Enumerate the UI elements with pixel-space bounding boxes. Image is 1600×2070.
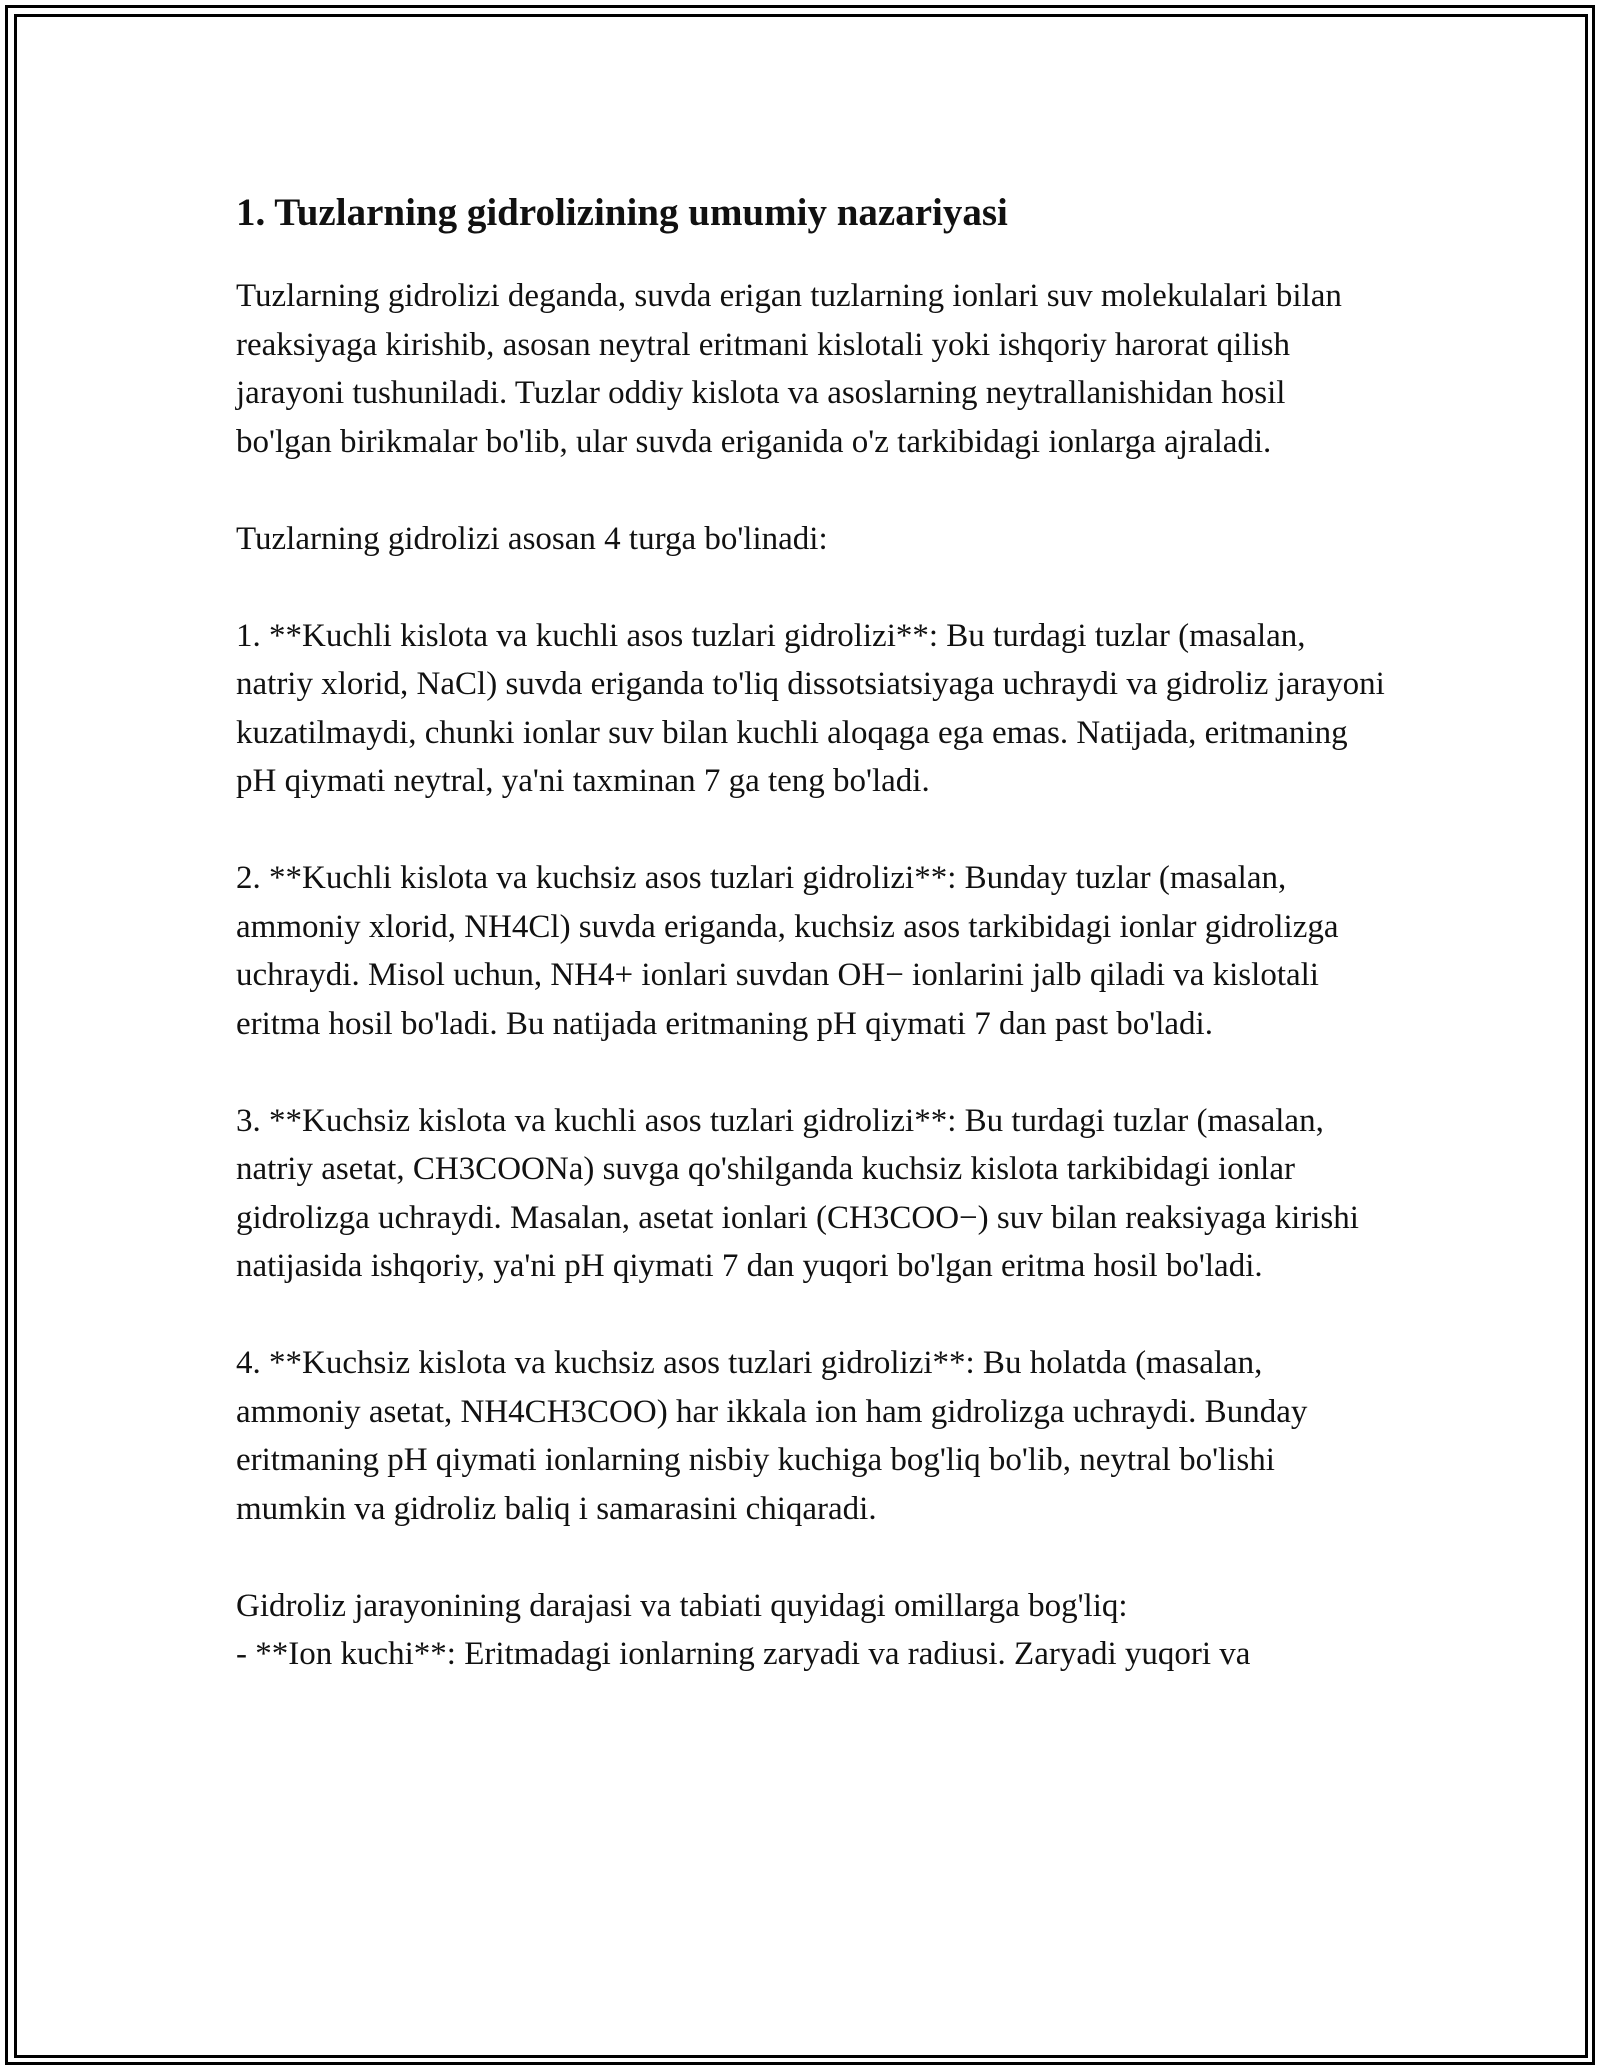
paragraph-type-4: 4. **Kuchsiz kislota va kuchsiz asos tuzlari gidrolizi**: Bu holatda (masalan, ammoniy asetat, NH4CH3COO) har ikkala ion ham gidrolizga uchraydi. Bunday eritmaning pH qiymati ionlarning nisbiy kuchiga bog'liq bo'lib, neytral bo'lishi mumkin va gidroliz baliq i samarasini chiqaradi. (236, 1345, 1308, 1527)
document-body (236, 180, 1386, 1679)
paragraph-types-intro: Tuzlarning gidrolizi asosan 4 turga bo'linadi: (236, 520, 828, 557)
paragraph-factor-ion-strength: - **Ion kuchi**: Eritmadagi ionlarning zaryadi va radiusi. Zaryadi yuqori va (236, 1636, 1251, 1672)
paragraph-factors-intro: Gidroliz jarayonining darajasi va tabiati quyidagi omillarga bog'liq: (236, 1587, 1128, 1624)
paragraph-type-1: 1. **Kuchli kislota va kuchli asos tuzlari gidrolizi**: Bu turdagi tuzlar (masalan, natriy xlorid, NaCl) suvda eriganda to'liq dissotsiatsiyaga uchraydi va gidroliz jarayoni kuzatilmaydi, chunki ionlar suv bilan kuchli aloqaga ega emas. Natijada, eritmaning pH qiymati neytral, ya'ni taxminan 7 ga teng bo'ladi. (236, 617, 1385, 799)
paragraph-type-2: 2. **Kuchli kislota va kuchsiz asos tuzlari gidrolizi**: Bunday tuzlar (masalan, ammoniy xlorid, NH4Cl) suvda eriganda, kuchsiz asos tarkibidagi ionlar gidrolizga uchraydi. Misol uchun, NH4+ ionlari suvdan OH− ionlarini jalb qiladi va kislotali eritma hosil bo'ladi. Bu natijada eritmaning pH qiymati 7 dan past bo'ladi. (236, 860, 1339, 1042)
section-heading: 1. Tuzlarning gidrolizining umumiy nazariyasi (236, 191, 1008, 234)
paragraph-intro: Tuzlarning gidrolizi deganda, suvda erigan tuzlarning ionlari suv molekulalari bilan reaksiyaga kirishib, asosan neytral eritmani kislotali yoki ishqoriy harorat qilish jarayoni tushuniladi. Tuzlar oddiy kislota va asoslarning neytrallanishidan hosil bo'lgan birikmalar bo'lib, ular suvda eriganida o'z tarkibidagi ionlarga ajraladi. (236, 278, 1342, 460)
paragraph-type-3: 3. **Kuchsiz kislota va kuchli asos tuzlari gidrolizi**: Bu turdagi tuzlar (masalan, natriy asetat, CH3COONa) suvga qo'shilganda kuchsiz kislota tarkibidagi ionlar gidrolizga uchraydi. Masalan, asetat ionlari (CH3COO−) suv bilan reaksiyaga kirishi natijasida ishqoriy, ya'ni pH qiymati 7 dan yuqori bo'lgan eritma hosil bo'ladi. (236, 1102, 1359, 1284)
